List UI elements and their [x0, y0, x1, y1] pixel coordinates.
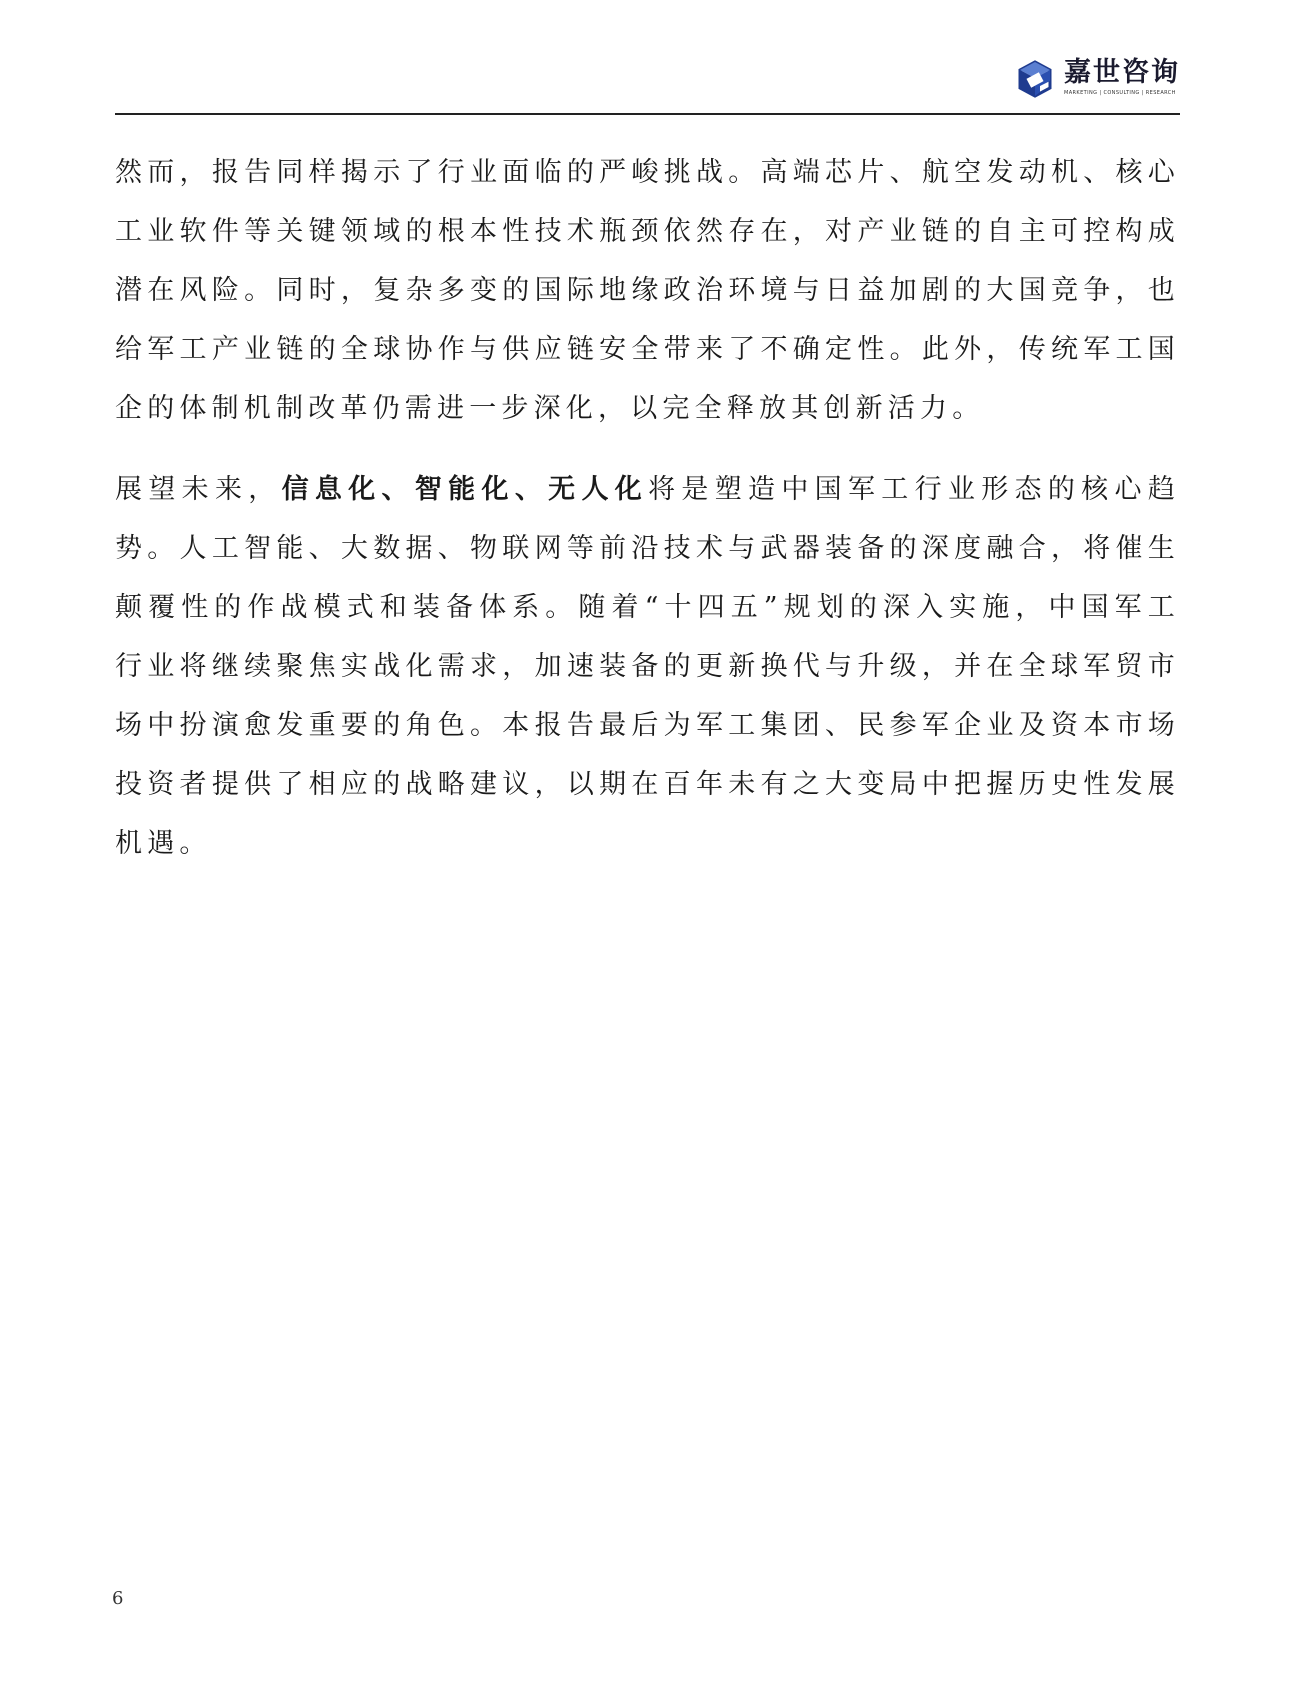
trend-unmanned: 无人化 [548, 474, 649, 505]
trend-separator-2: 、 [514, 474, 549, 505]
paragraph-challenges: 然而，报告同样揭示了行业面临的严峻挑战。高端芯片、航空发动机、核心工业软件等关键领域的根本性技术瓶颈依然存在，对产业链的自主可控构成潜在风险。同时，复杂多变的国际地缘政治环境与日益加剧的大国竞争，也给军工产业链的全球协作与供应链安全带来了不确定性。此外，传统军工国企的体制机制改革仍需进一步深化，以完全释放其创新活力。 [115, 157, 1180, 424]
brand-cube-icon [1014, 59, 1056, 101]
trend-intelligentization: 智能化 [414, 474, 515, 505]
company-logo [1014, 57, 1180, 101]
logo-name: 嘉世咨询 [1064, 57, 1180, 88]
trend-separator-1: 、 [381, 474, 415, 505]
page-header [115, 55, 1180, 115]
outlook-body: 将是塑造中国军工行业形态的核心趋势。人工智能、大数据、物联网等前沿技术与武器装备的深度融合，将催生颠覆性的作战模式和装备体系。随着“十四五”规划的深入实施，中国军工行业将继续聚焦实战化需求，加速装备的更新换代与升级，并在全球军贸市场中扮演愈发重要的角色。本报告最后为军工集团、民参军企业及资本市场投资者提供了相应的战略建议，以期在百年未有之大变局中把握历史性发展机遇。 [115, 474, 1181, 859]
trend-informatization: 信息化 [281, 474, 382, 505]
page-number: 6 [112, 1588, 124, 1609]
logo-tagline: MARKETING | CONSULTING | RESEARCH [1064, 90, 1176, 96]
header-divider [115, 113, 1180, 115]
document-body [115, 143, 1180, 895]
outlook-lead: 展望未来， [115, 474, 282, 505]
paragraph-outlook [115, 460, 1180, 873]
